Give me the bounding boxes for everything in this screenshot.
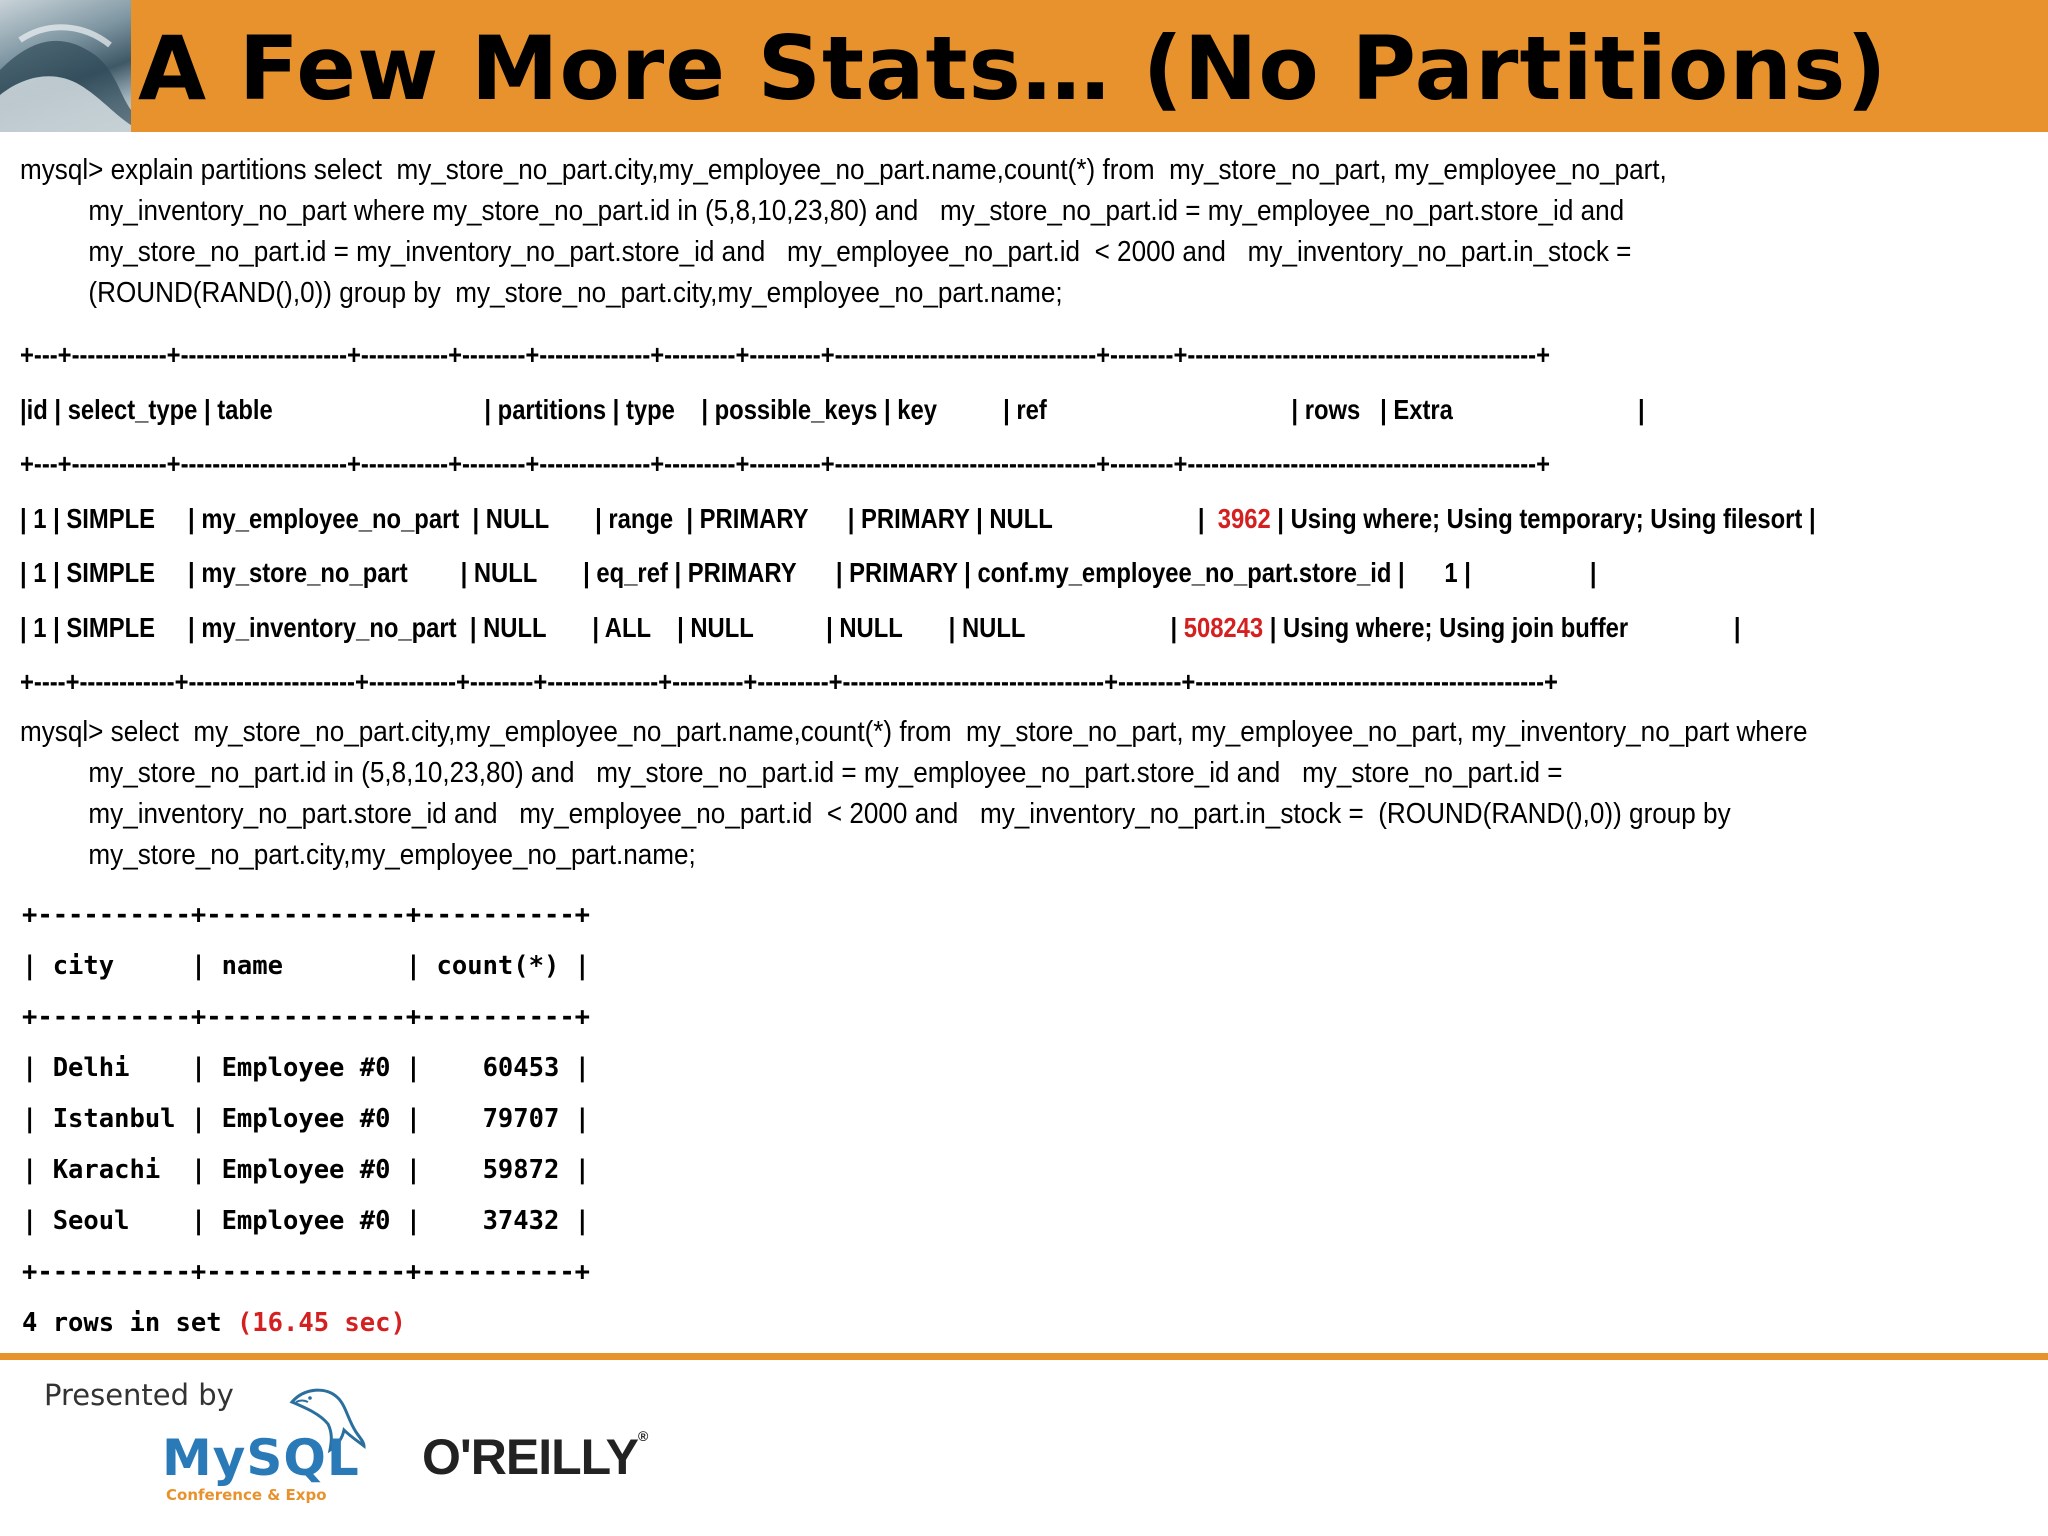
footer-divider — [0, 1353, 2048, 1360]
table-border: +---+------------+---------------------+-----------+--------+--------------+---------+---------+---------------------------------+--------+--------------------------------------------+ — [20, 448, 1550, 479]
table-header: | city | name | count(*) | — [22, 951, 591, 981]
mysql-logo: MySQL — [162, 1429, 360, 1487]
query-line: my_inventory_no_part.store_id and my_employee_no_part.id < 2000 and my_inventory_no_part.in_stock = (ROUND(RAND(),0)) group by — [88, 798, 1731, 830]
query-line: mysql> explain partitions select my_store_no_part.city,my_employee_no_part.name,count(*) from my_store_no_part, my_employee_no_part, — [20, 154, 1667, 186]
query-line: my_store_no_part.city,my_employee_no_part.name; — [88, 839, 696, 871]
explain-table — [20, 328, 1890, 710]
query-line: my_inventory_no_part where my_store_no_part.id in (5,8,10,23,80) and my_store_no_part.id = my_employee_no_part.store_id and — [88, 195, 1625, 227]
table-row: | Delhi | Employee #0 | 60453 | — [22, 1053, 591, 1083]
table-row: | Karachi | Employee #0 | 59872 | — [22, 1155, 591, 1185]
table-row: | 1 | SIMPLE | my_store_no_part | NULL | eq_ref | PRIMARY | PRIMARY | conf.my_employee_no_part.store_id | 1 | | — [20, 557, 1597, 588]
title-bar — [0, 0, 2048, 132]
table-row: | 1 | SIMPLE | my_employee_no_part | NULL | range | PRIMARY | PRIMARY | NULL | 3962 | Using where; Using temporary; Using filesort | — [20, 502, 1816, 534]
slide-title: A Few More Stats… (No Partitions) — [138, 17, 1888, 120]
table-row: | Istanbul | Employee #0 | 79707 | — [22, 1104, 591, 1134]
table-border: +----------+-------------+----------+ — [22, 1002, 591, 1032]
wave-image — [0, 0, 131, 132]
select-query — [20, 712, 1820, 876]
table-row: | Seoul | Employee #0 | 37432 | — [22, 1206, 591, 1236]
oreilly-logo: O'REILLY® — [422, 1428, 648, 1485]
wave-graphic — [0, 0, 131, 132]
explain-query — [20, 150, 1820, 314]
query-line: my_store_no_part.id = my_inventory_no_part.store_id and my_employee_no_part.id < 2000 and my_inventory_no_part.in_stock = — [88, 236, 1632, 268]
query-line: mysql> select my_store_no_part.city,my_employee_no_part.name,count(*) from my_store_no_part, my_employee_no_part, my_inventory_no_part where — [20, 716, 1808, 748]
rows-count: 3962 — [1217, 502, 1271, 534]
query-time: (16.45 sec) — [236, 1308, 406, 1338]
rows-count: 508243 — [1183, 611, 1264, 643]
table-border: +----------+-------------+----------+ — [22, 900, 591, 930]
presented-by: Presented by — [44, 1378, 234, 1412]
query-line: my_store_no_part.id in (5,8,10,23,80) and my_store_no_part.id = my_employee_no_part.store_id and my_store_no_part.id = — [88, 757, 1563, 789]
table-border: +----+------------+---------------------+-----------+--------+--------------+---------+---------+---------------------------------+--------+--------------------------------------------+ — [20, 666, 1558, 697]
query-line: (ROUND(RAND(),0)) group by my_store_no_part.city,my_employee_no_part.name; — [88, 277, 1063, 309]
table-row: | 1 | SIMPLE | my_inventory_no_part | NULL | ALL | NULL | NULL | NULL | 508243 | Using where; Using join buffer | — [20, 611, 1741, 643]
rows-count: 1 — [1444, 557, 1458, 588]
result-table — [22, 890, 590, 1349]
result-summary: 4 rows in set (16.45 sec) — [22, 1308, 406, 1338]
table-border: +----------+-------------+----------+ — [22, 1257, 591, 1287]
mysql-logo-subtitle: Conference & Expo — [166, 1486, 327, 1504]
table-header: |id | select_type | table | partitions | type | possible_keys | key | ref | rows | Extra | — [20, 393, 1645, 425]
table-border: +---+------------+---------------------+-----------+--------+--------------+---------+---------+---------------------------------+--------+--------------------------------------------+ — [20, 339, 1550, 370]
